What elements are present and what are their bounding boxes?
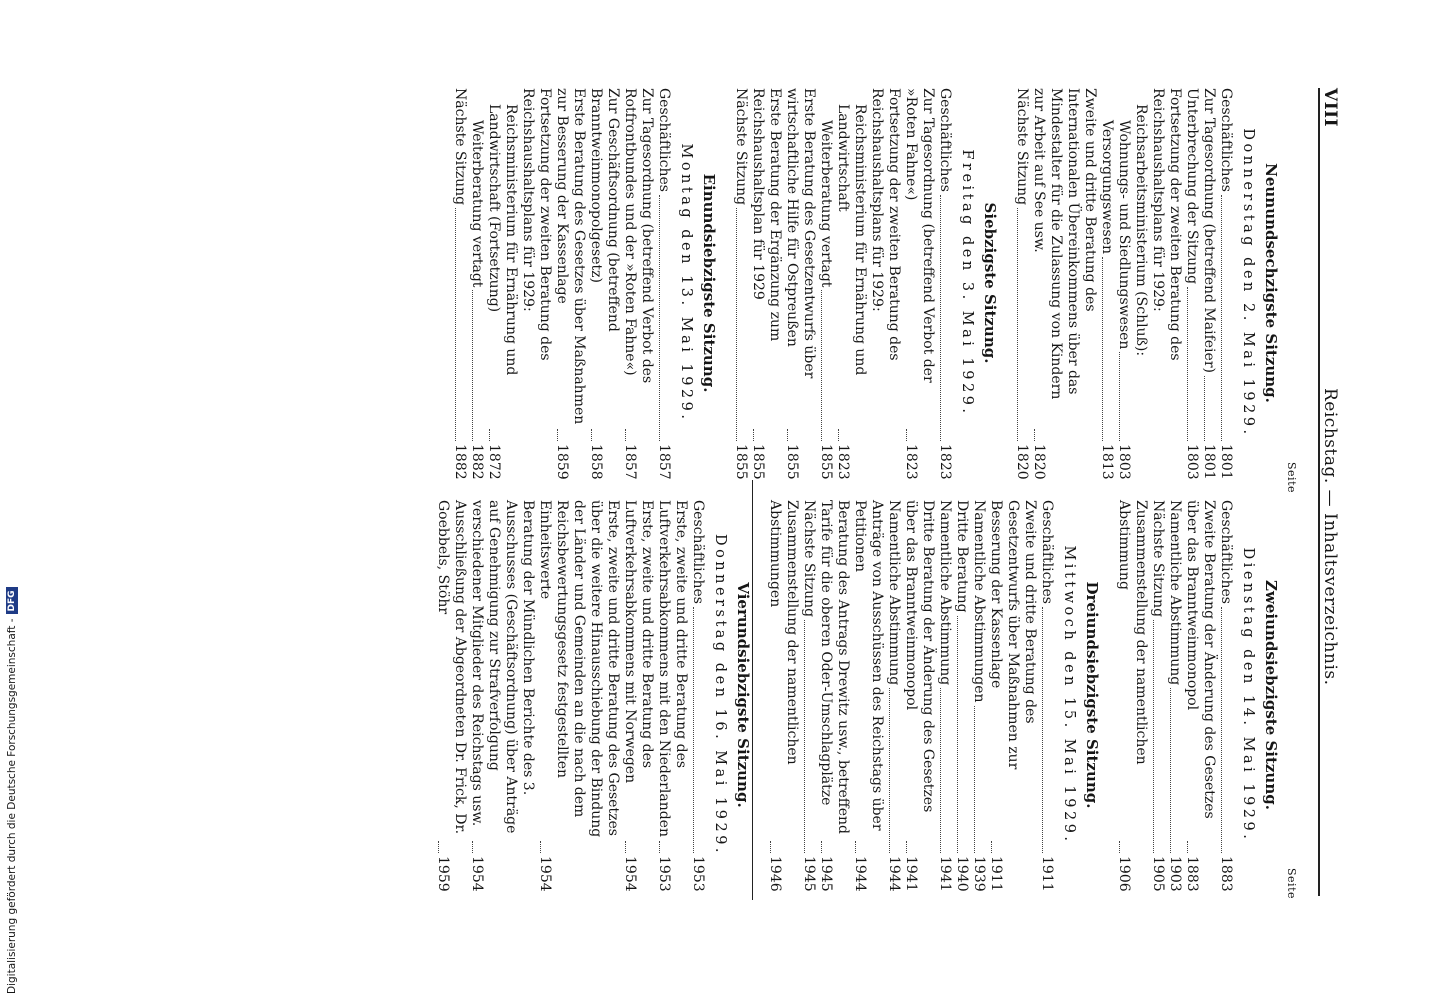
page-title: Reichstag. — Inhaltsverzeichnis. bbox=[1320, 388, 1340, 686]
dot-leader bbox=[1102, 257, 1103, 441]
dot-leader bbox=[906, 841, 907, 853]
toc-entry bbox=[519, 88, 553, 478]
dot-leader bbox=[1034, 429, 1035, 441]
toc-entry-text: Ausschließung der Abgeordneten Dr. Frick, Dr. Goebbels, Stöhr bbox=[435, 500, 468, 835]
toc-entry bbox=[1183, 88, 1200, 478]
toc-entry bbox=[689, 500, 706, 890]
toc-entry-text: Wohnungs- und Siedlungswesen bbox=[1116, 120, 1132, 350]
toc-entry bbox=[1217, 500, 1234, 890]
seite-label-left: Seite bbox=[1285, 462, 1298, 493]
document-page bbox=[102, 88, 1342, 899]
toc-entry-text: Nächste Sitzung bbox=[452, 88, 468, 206]
toc-entry bbox=[936, 500, 953, 890]
digitization-footer bbox=[6, 587, 18, 994]
dot-leader bbox=[804, 620, 805, 853]
toc-entry-text: Weiterberatung vertagt bbox=[818, 120, 834, 288]
toc-entry bbox=[936, 88, 953, 478]
toc-page-number: 1905 bbox=[1150, 856, 1166, 892]
session-section bbox=[451, 88, 718, 478]
toc-page-number: 1855 bbox=[750, 444, 766, 480]
toc-page-number: 1953 bbox=[690, 856, 706, 892]
toc-page-number: 1820 bbox=[1031, 444, 1047, 480]
dot-leader bbox=[659, 195, 660, 441]
toc-entry bbox=[1038, 500, 1055, 890]
toc-page-number: 1939 bbox=[971, 856, 987, 892]
toc-entry bbox=[987, 500, 1038, 890]
dot-leader bbox=[940, 688, 941, 853]
session-title: Neunundsechzigste Sitzung. bbox=[1262, 163, 1280, 403]
dot-leader bbox=[659, 841, 660, 853]
dot-leader bbox=[625, 429, 626, 441]
toc-entry bbox=[553, 88, 587, 478]
toc-page-number: 1801 bbox=[1218, 444, 1234, 480]
toc-entry-text: Namentliche Abstimmung bbox=[886, 500, 902, 686]
toc-entry bbox=[817, 88, 834, 478]
toc-entry bbox=[1200, 88, 1217, 478]
toc-entry bbox=[536, 500, 621, 890]
toc-page-number: 1940 bbox=[954, 856, 970, 892]
toc-page-number: 1946 bbox=[767, 856, 783, 892]
dfg-logo: DFG bbox=[6, 587, 18, 614]
toc-entry-text: Weiterberatung vertagt bbox=[469, 120, 485, 288]
toc-entry-text: Namentliche Abstimmung bbox=[937, 500, 953, 686]
toc-entry bbox=[868, 88, 902, 478]
toc-entry-text: Erste Beratung des Gesetzentwurfs über wirtschaftliche Hilfe für Ostpreußen bbox=[784, 88, 817, 379]
toc-entry-text: Fortsetzung der zweiten Beratung des Reichshaushaltsplans für 1929: bbox=[1150, 88, 1183, 361]
toc-entry bbox=[587, 88, 621, 478]
toc-entry-text: Reichsministerium für Ernährung und Landwirtschaft bbox=[835, 104, 868, 376]
session-section bbox=[732, 88, 999, 478]
toc-page-number: 1823 bbox=[937, 444, 953, 480]
dot-leader bbox=[438, 841, 439, 853]
toc-entry-text: Namentliche Abstimmung bbox=[1167, 500, 1183, 686]
session-section bbox=[434, 500, 752, 890]
toc-page-number: 1953 bbox=[656, 856, 672, 892]
toc-entry-text: Anträge von Ausschüssen des Reichstags über Petitionen bbox=[852, 500, 885, 831]
toc-entry bbox=[1132, 88, 1149, 478]
page-number: VIII bbox=[1320, 88, 1340, 128]
toc-page-number: 1872 bbox=[486, 444, 502, 480]
toc-page-number: 1906 bbox=[1116, 856, 1132, 892]
toc-page-number: 1954 bbox=[537, 856, 553, 892]
footer-text: Digitalisierung gefördert durch die Deutsche Forschungsgemeinschaft - bbox=[6, 618, 18, 994]
dot-leader bbox=[1119, 841, 1120, 853]
toc-entry bbox=[621, 88, 655, 478]
toc-entry bbox=[1149, 88, 1183, 478]
toc-page-number: 1801 bbox=[1201, 444, 1217, 480]
session-date: Montag den 13. Mai 1929. bbox=[678, 143, 694, 423]
toc-entry bbox=[1149, 500, 1166, 890]
toc-page-number: 1941 bbox=[903, 856, 919, 892]
toc-entry-text: Dritte Beratung der Änderung des Gesetzes über das Branntweinmonopol bbox=[903, 500, 936, 813]
toc-entry bbox=[902, 88, 936, 478]
toc-entry-text: Versorgungswesen bbox=[1099, 120, 1115, 255]
dot-leader bbox=[1153, 620, 1154, 853]
toc-entry bbox=[655, 88, 672, 478]
dot-leader bbox=[472, 841, 473, 853]
toc-entry bbox=[817, 500, 851, 890]
dot-leader bbox=[557, 429, 558, 441]
toc-page-number: 1823 bbox=[835, 444, 851, 480]
dot-leader bbox=[1187, 287, 1188, 441]
session-title: Siebzigste Sitzung. bbox=[981, 202, 999, 364]
toc-column-right bbox=[420, 500, 1280, 890]
dot-leader bbox=[455, 208, 456, 441]
toc-entry-text: Geschäftliches bbox=[937, 88, 953, 192]
toc-entry-text: Erste Beratung der Ergänzung zum Reichshaushaltsplan für 1929 bbox=[750, 88, 783, 342]
dot-leader bbox=[1221, 195, 1222, 441]
dot-leader bbox=[821, 290, 822, 441]
dot-leader bbox=[753, 429, 754, 441]
toc-page-number: 1855 bbox=[733, 444, 749, 480]
toc-entry bbox=[485, 88, 519, 478]
dot-leader bbox=[889, 688, 890, 853]
toc-entry bbox=[1166, 500, 1183, 890]
toc-entry bbox=[451, 88, 468, 478]
toc-entry bbox=[800, 500, 817, 890]
toc-entry-text: Zweite Beratung der Änderung des Gesetzes über das Branntweinmonopol bbox=[1184, 500, 1217, 819]
toc-entry bbox=[1098, 88, 1115, 478]
toc-entry bbox=[1217, 88, 1234, 478]
toc-entry bbox=[732, 88, 749, 478]
toc-entry-text: Fortsetzung der zweiten Beratung des Reichshaushaltsplans für 1929: bbox=[869, 88, 902, 361]
session-title: Zweiundsiebzigste Sitzung. bbox=[1262, 580, 1280, 810]
toc-page-number: 1858 bbox=[588, 444, 604, 480]
toc-column-left bbox=[437, 88, 1280, 478]
toc-entry bbox=[1030, 88, 1098, 478]
toc-entry-text: Zusammenstellung der namentlichen Abstimmung bbox=[1116, 500, 1149, 765]
toc-entry bbox=[783, 88, 817, 478]
toc-entry-text: Erste, zweite und dritte Beratung des Luftverkehrsabkommens mit Norwegen bbox=[622, 500, 655, 784]
toc-entry-text: Geschäftliches bbox=[1218, 88, 1234, 192]
toc-entry-text: Fortsetzung der zweiten Beratung des Reichshaushaltsplans für 1929: bbox=[520, 88, 553, 361]
toc-entry-text: Zweite und dritte Beratung des Gesetzentwurfs über Maßnahmen zur Besserung der Kassenlage bbox=[988, 500, 1038, 770]
toc-page-number: 1944 bbox=[886, 856, 902, 892]
toc-entry-text: Nächste Sitzung bbox=[733, 88, 749, 206]
toc-page-number: 1823 bbox=[903, 444, 919, 480]
toc-entry bbox=[766, 500, 800, 890]
toc-page-number: 1855 bbox=[818, 444, 834, 480]
toc-entry-text: Zweite und dritte Beratung des Internationalen Übereinkommens über das Mindestalter für die Zulassung von Kindern zur Arbeit auf See usw. bbox=[1031, 88, 1098, 400]
toc-page-number: 1859 bbox=[554, 444, 570, 480]
toc-page-number: 1941 bbox=[937, 856, 953, 892]
session-title: Vierundsiebzigste Sitzung. bbox=[734, 582, 752, 808]
dot-leader bbox=[838, 429, 839, 441]
toc-entry bbox=[468, 88, 485, 478]
toc-entry bbox=[621, 500, 655, 890]
toc-page-number: 1803 bbox=[1184, 444, 1200, 480]
toc-page-number: 1959 bbox=[435, 856, 451, 892]
toc-entry bbox=[834, 88, 868, 478]
toc-page-number: 1911 bbox=[1039, 856, 1055, 892]
dot-leader bbox=[770, 841, 771, 853]
toc-entry-text: Erste Beratung des Gesetzes über Maßnahmen zur Besserung der Kassenlage bbox=[554, 88, 587, 425]
toc-entry-text: Zur Tagesordnung (betreffend Verbot des Rotfrontbundes und der »Roten Fahne«) bbox=[622, 88, 655, 384]
dot-leader bbox=[940, 195, 941, 441]
toc-entry-text: Geschäftliches bbox=[1039, 500, 1055, 604]
toc-entry-text: Erste, zweite und dritte Beratung des Luftverkehrsabkommens mit den Niederlanden bbox=[656, 500, 689, 837]
toc-entry-text: Beratung der Mündlichen Berichte des 3. Ausschusses (Geschäftsordnung) über Anträge auf Genehmigung zur Strafverfolgung verschiedener Mitglieder des Reichstags usw. bbox=[469, 500, 536, 834]
dot-leader bbox=[540, 841, 541, 853]
toc-entry-text: Zur Tagesordnung (betreffend Maifeier) bbox=[1201, 88, 1217, 373]
toc-page-number: 1857 bbox=[622, 444, 638, 480]
dot-leader bbox=[974, 706, 975, 853]
dot-leader bbox=[855, 841, 856, 853]
toc-entry-text: Zur Geschäftsordnung (betreffend Branntweinmonopolgesetz) bbox=[588, 88, 621, 332]
toc-entry-text: Erste, zweite und dritte Beratung des Gesetzes über die weitere Hinausschiebung der Bindung der Länder und Gemeinden an die nach dem Reichsbewertungsgesetz festgestellten Einheitswerte bbox=[537, 500, 621, 838]
toc-page-number: 1903 bbox=[1167, 856, 1183, 892]
toc-page-number: 1883 bbox=[1218, 856, 1234, 892]
session-date: Mittwoch den 15. Mai 1929. bbox=[1061, 545, 1077, 845]
dot-leader bbox=[906, 429, 907, 441]
toc-entry-text: Geschäftliches bbox=[656, 88, 672, 192]
toc-entry-text: Reichsarbeitsministerium (Schluß): bbox=[1133, 104, 1149, 357]
dot-leader bbox=[991, 841, 992, 853]
session-section bbox=[766, 500, 1101, 890]
toc-entry bbox=[468, 500, 536, 890]
toc-page-number: 1813 bbox=[1099, 444, 1115, 480]
dot-leader bbox=[693, 607, 694, 853]
toc-page-number: 1803 bbox=[1116, 444, 1132, 480]
toc-page-number: 1945 bbox=[818, 856, 834, 892]
toc-page-number: 1883 bbox=[1184, 856, 1200, 892]
session-date: Donnerstag den 16. Mai 1929. bbox=[712, 533, 728, 857]
toc-page-number: 1911 bbox=[988, 856, 1004, 892]
toc-page-number: 1954 bbox=[469, 856, 485, 892]
toc-entry-text: Nächste Sitzung bbox=[801, 500, 817, 618]
session-date: Donnerstag den 2. Mai 1929. bbox=[1240, 128, 1256, 438]
dot-leader bbox=[957, 616, 958, 853]
toc-page-number: 1882 bbox=[469, 444, 485, 480]
dot-leader bbox=[736, 208, 737, 441]
toc-entry-text: Nächste Sitzung bbox=[1014, 88, 1030, 206]
toc-entry bbox=[953, 500, 970, 890]
toc-entry-text: Beratung des Antrags Drewitz usw., betreffend Tarife für die oberen Oder-Umschlagplätze bbox=[818, 500, 851, 835]
toc-entry-text: Geschäftliches bbox=[1218, 500, 1234, 604]
session-title: Dreiundsiebzigste Sitzung. bbox=[1083, 581, 1101, 809]
session-title: Einundsiebzigste Sitzung. bbox=[700, 173, 718, 393]
toc-page-number: 1944 bbox=[852, 856, 868, 892]
toc-entry-text: Dritte Beratung bbox=[954, 500, 970, 613]
toc-entry-text: Zusammenstellung der namentlichen Abstimmungen bbox=[767, 500, 800, 765]
dot-leader bbox=[1042, 607, 1043, 853]
toc-entry bbox=[970, 500, 987, 890]
session-date: Freitag den 3. Mai 1929. bbox=[959, 149, 975, 417]
session-section bbox=[1013, 88, 1280, 478]
toc-entry bbox=[1013, 88, 1030, 478]
toc-entry-text: Reichsministerium für Ernährung und Landwirtschaft (Fortsetzung) bbox=[486, 104, 519, 376]
toc-page-number: 1820 bbox=[1014, 444, 1030, 480]
toc-entry bbox=[434, 500, 468, 890]
dot-leader bbox=[1170, 688, 1171, 853]
session-date: Dienstag den 14. Mai 1929. bbox=[1240, 547, 1256, 843]
dot-leader bbox=[1017, 208, 1018, 441]
toc-page-number: 1857 bbox=[656, 444, 672, 480]
toc-entry bbox=[1183, 500, 1217, 890]
toc-entry bbox=[851, 500, 885, 890]
toc-page-number: 1855 bbox=[784, 444, 800, 480]
dot-leader bbox=[591, 429, 592, 441]
toc-entry-text: Namentliche Abstimmungen bbox=[971, 500, 987, 703]
toc-page-number: 1954 bbox=[622, 856, 638, 892]
toc-entry-text: Geschäftliches bbox=[690, 500, 706, 604]
toc-entry bbox=[1115, 500, 1149, 890]
dot-leader bbox=[787, 429, 788, 441]
toc-entry bbox=[655, 500, 689, 890]
dot-leader bbox=[1221, 607, 1222, 853]
dot-leader bbox=[821, 841, 822, 853]
toc-entry bbox=[902, 500, 936, 890]
toc-page-number: 1882 bbox=[452, 444, 468, 480]
seite-label-right: Seite bbox=[1285, 868, 1298, 899]
dot-leader bbox=[472, 290, 473, 441]
dot-leader bbox=[1204, 376, 1205, 441]
toc-page-number: 1945 bbox=[801, 856, 817, 892]
toc-entry bbox=[749, 88, 783, 478]
dot-leader bbox=[489, 429, 490, 441]
toc-entry-text: Zur Tagesordnung (betreffend Verbot der »Roten Fahne«) bbox=[903, 88, 936, 383]
toc-entry-text: Nächste Sitzung bbox=[1150, 500, 1166, 618]
dot-leader bbox=[625, 841, 626, 853]
toc-entry-text: Unterbrechung der Sitzung bbox=[1184, 88, 1200, 285]
session-section bbox=[1115, 500, 1280, 890]
dot-leader bbox=[1187, 841, 1188, 853]
page-header bbox=[1285, 88, 1342, 899]
dot-leader bbox=[1119, 352, 1120, 441]
toc-entry bbox=[885, 500, 902, 890]
toc-entry bbox=[1115, 88, 1132, 478]
